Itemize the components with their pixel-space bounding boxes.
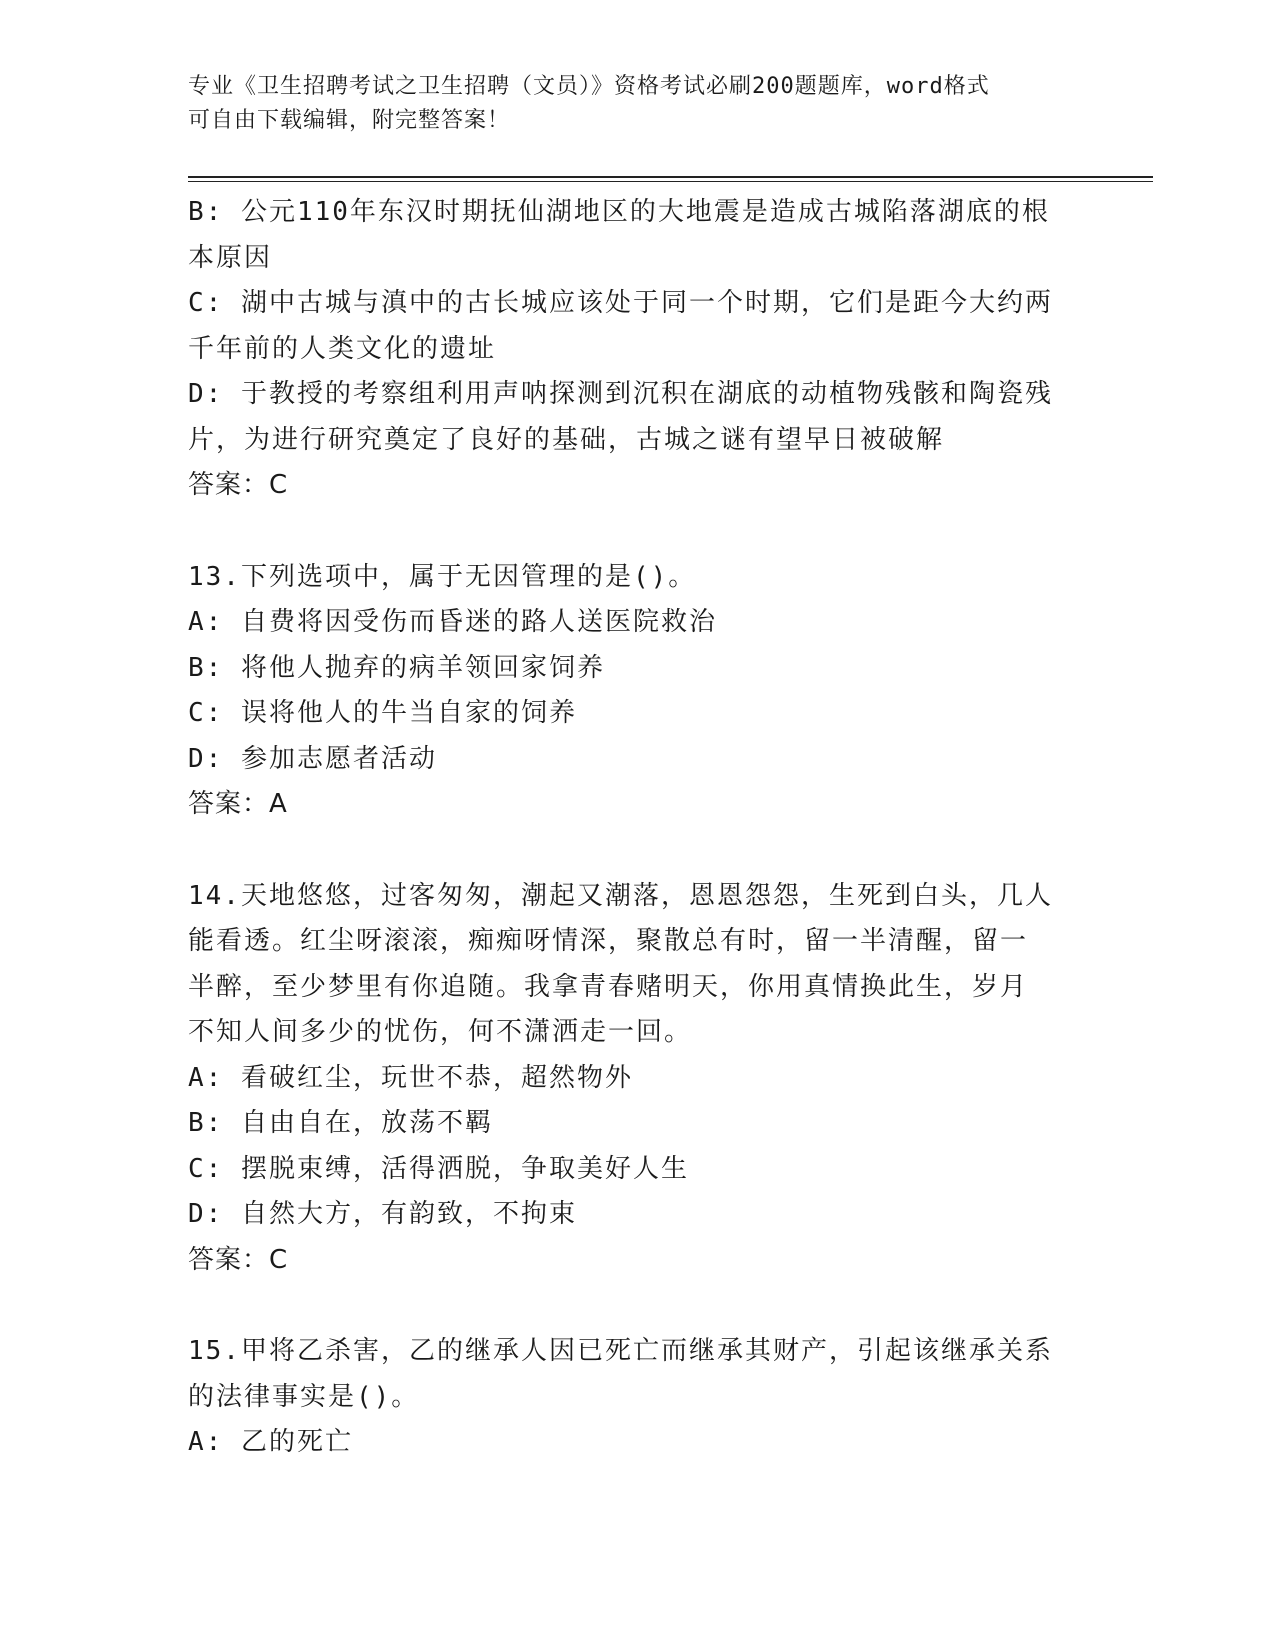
document-header: [188, 70, 1068, 138]
question-stem-line-4: 不知人间多少的忧伤，何不潇洒走一回。: [188, 1017, 693, 1047]
question-stem-line-3: 半醉，至少梦里有你追随。我拿青春赌明天，你用真情换此生，岁月: [188, 971, 1029, 1002]
question-stem: 13.下列选项中，属于无因管理的是()。: [188, 561, 697, 592]
option-c-line-2: 千年前的人类文化的遗址: [188, 333, 497, 364]
option-b: B: 自由自在，放荡不羁: [188, 1108, 493, 1138]
option-d: D: 自然大方，有韵致，不拘束: [188, 1199, 577, 1229]
option-b-line-1: B: 公元110年东汉时期抚仙湖地区的大地震是造成古城陷落湖底的根: [188, 197, 1050, 227]
question-14: [188, 874, 1078, 1284]
spacer: [188, 828, 1078, 874]
option-a: A: 自费将因受伤而昏迷的路人送医院救治: [188, 607, 717, 637]
answer-label: 答案：A: [188, 789, 288, 819]
question-15: [188, 1329, 1078, 1466]
header-title-line-1: 专业《卫生招聘考试之卫生招聘（文员）》资格考试必刷200题题库，word格式: [188, 74, 990, 99]
option-d-line-2: 片，为进行研究奠定了良好的基础，古城之谜有望早日被破解: [188, 424, 945, 455]
spacer: [188, 509, 1078, 555]
document-body: [188, 190, 1078, 1466]
question-stem-line-1: 14.天地悠悠，过客匆匆，潮起又潮落，恩恩怨怨，生死到白头，几人: [188, 880, 1053, 911]
option-d-line-1: D: 于教授的考察组利用声呐探测到沉积在湖底的动植物残骸和陶瓷残: [188, 379, 1053, 409]
question-12-continued: [188, 190, 1078, 509]
option-a: A: 乙的死亡: [188, 1427, 353, 1457]
question-13: [188, 555, 1078, 828]
answer-label: 答案：C: [188, 1244, 289, 1275]
option-c: C: 摆脱束缚，活得洒脱，争取美好人生: [188, 1153, 689, 1184]
option-a: A: 看破红尘，玩世不恭，超然物外: [188, 1062, 633, 1093]
question-stem-line-2: 的法律事实是()。: [188, 1381, 420, 1412]
option-b-line-2: 本原因: [188, 242, 273, 273]
answer-label: 答案：C: [188, 470, 289, 500]
option-d: D: 参加志愿者活动: [188, 743, 437, 774]
option-c: C: 误将他人的牛当自家的饲养: [188, 698, 577, 728]
option-c-line-1: C: 湖中古城与滇中的古长城应该处于同一个时期，它们是距今大约两: [188, 288, 1053, 318]
option-b: B: 将他人抛弃的病羊领回家饲养: [188, 652, 605, 683]
question-stem-line-2: 能看透。红尘呀滚滚，痴痴呀情深，聚散总有时，留一半清醒，留一: [188, 926, 1029, 956]
spacer: [188, 1283, 1078, 1329]
header-title-line-2: 可自由下载编辑，附完整答案！: [188, 108, 511, 133]
header-divider: [188, 176, 1153, 182]
question-stem-line-1: 15.甲将乙杀害，乙的继承人因已死亡而继承其财产，引起该继承关系: [188, 1336, 1053, 1366]
